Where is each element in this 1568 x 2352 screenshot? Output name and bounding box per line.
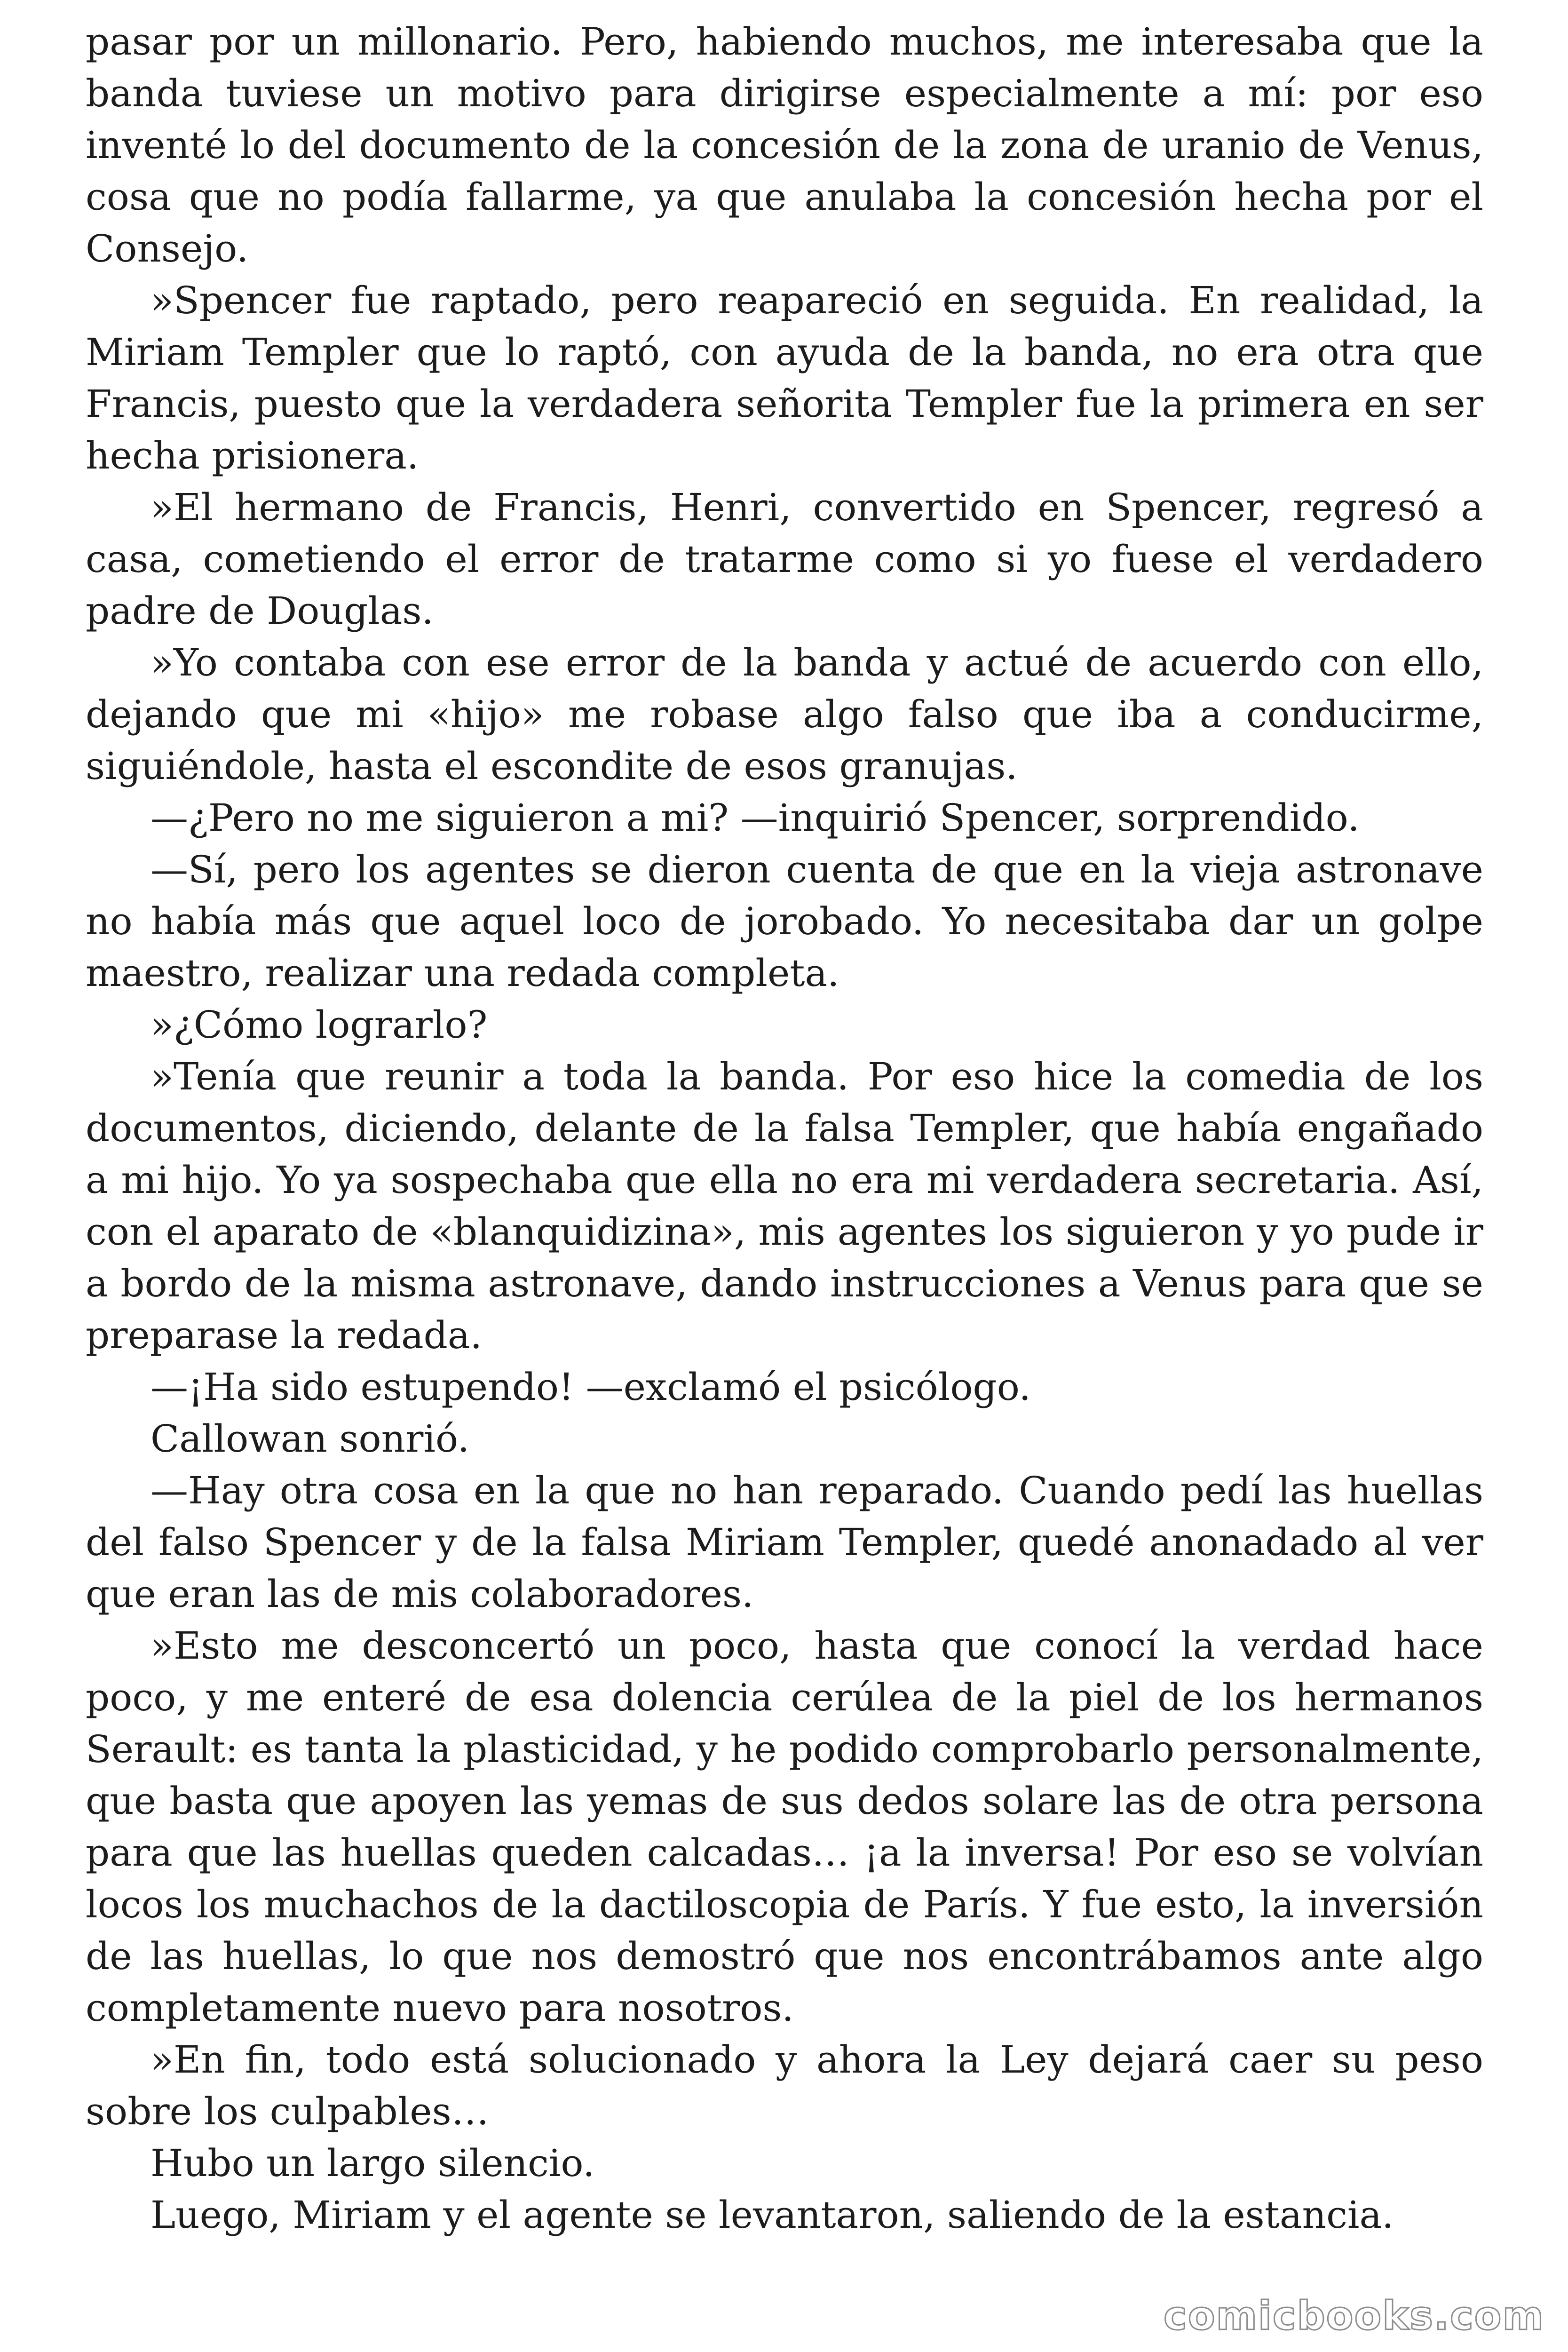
paragraph: »En fin, todo está solucionado y ahora la Ley dejará caer su peso sobre los culpables…	[86, 2038, 1483, 2133]
paragraph: Luego, Miriam y el agente se levantaron, saliendo de la estancia.	[150, 2193, 1394, 2237]
paragraph: —¡Ha sido estupendo! —exclamó el psicólogo.	[150, 1365, 1031, 1409]
book-page-text	[86, 16, 1483, 2241]
paragraph: »Yo contaba con ese error de la banda y actué de acuerdo con ello, dejando que mi «hijo» me robase algo falso que iba a conducirme, siguiéndole, hasta el escondite de esos granujas.	[86, 641, 1483, 788]
paragraph: Callowan sonrió.	[150, 1417, 470, 1461]
paragraph: pasar por un millonario. Pero, habiendo muchos, me interesaba que la banda tuviese un motivo para dirigirse especialmente a mí: por eso inventé lo del documento de la concesión de la zona de uranio de Venus, cosa que no podía fallarme, ya que anulaba la concesión hecha por el Consejo.	[86, 20, 1483, 270]
paragraph: »¿Cómo lograrlo?	[150, 1003, 488, 1047]
paragraph: —¿Pero no me siguieron a mi? —inquirió Spencer, sorprendido.	[150, 796, 1360, 840]
paragraph: —Hay otra cosa en la que no han reparado. Cuando pedí las huellas del falso Spencer y de la falsa Miriam Templer, quedé anonadado al ver que eran las de mis colaboradores.	[86, 1469, 1483, 1616]
paragraph: »Spencer fue raptado, pero reapareció en seguida. En realidad, la Miriam Templer que lo raptó, con ayuda de la banda, no era otra que Francis, puesto que la verdadera señorita Templer fue la primera en ser hecha prisionera.	[86, 278, 1483, 477]
watermark-logo: comicbooks.com	[1164, 2293, 1544, 2339]
paragraph: »Esto me desconcertó un poco, hasta que conocí la verdad hace poco, y me enteré de esa dolencia cerúlea de la piel de los hermanos Serault: es tanta la plasticidad, y he podido comprobarlo personalmente, que basta que apoyen las yemas de sus dedos solare las de otra persona para que las huellas queden calcadas… ¡a la inversa! Por eso se volvían locos los muchachos de la dactiloscopia de París. Y fue esto, la inversión de las huellas, lo que nos demostró que nos encontrábamos ante algo completamente nuevo para nosotros.	[86, 1624, 1483, 2030]
paragraph: »El hermano de Francis, Henri, convertido en Spencer, regresó a casa, cometiendo el error de tratarme como si yo fuese el verdadero padre de Douglas.	[86, 485, 1483, 633]
paragraph: »Tenía que reunir a toda la banda. Por eso hice la comedia de los documentos, diciendo, delante de la falsa Templer, que había engañado a mi hijo. Yo ya sospechaba que ella no era mi verdadera secretaria. Así, con el aparato de «blanquidizina», mis agentes los siguieron y yo pude ir a bordo de la misma astronave, dando instrucciones a Venus para que se preparase la redada.	[86, 1055, 1483, 1357]
paragraph: Hubo un largo silencio.	[150, 2141, 595, 2185]
paragraph: —Sí, pero los agentes se dieron cuenta de que en la vieja astronave no había más que aquel loco de jorobado. Yo necesitaba dar un golpe maestro, realizar una redada completa.	[86, 848, 1483, 995]
